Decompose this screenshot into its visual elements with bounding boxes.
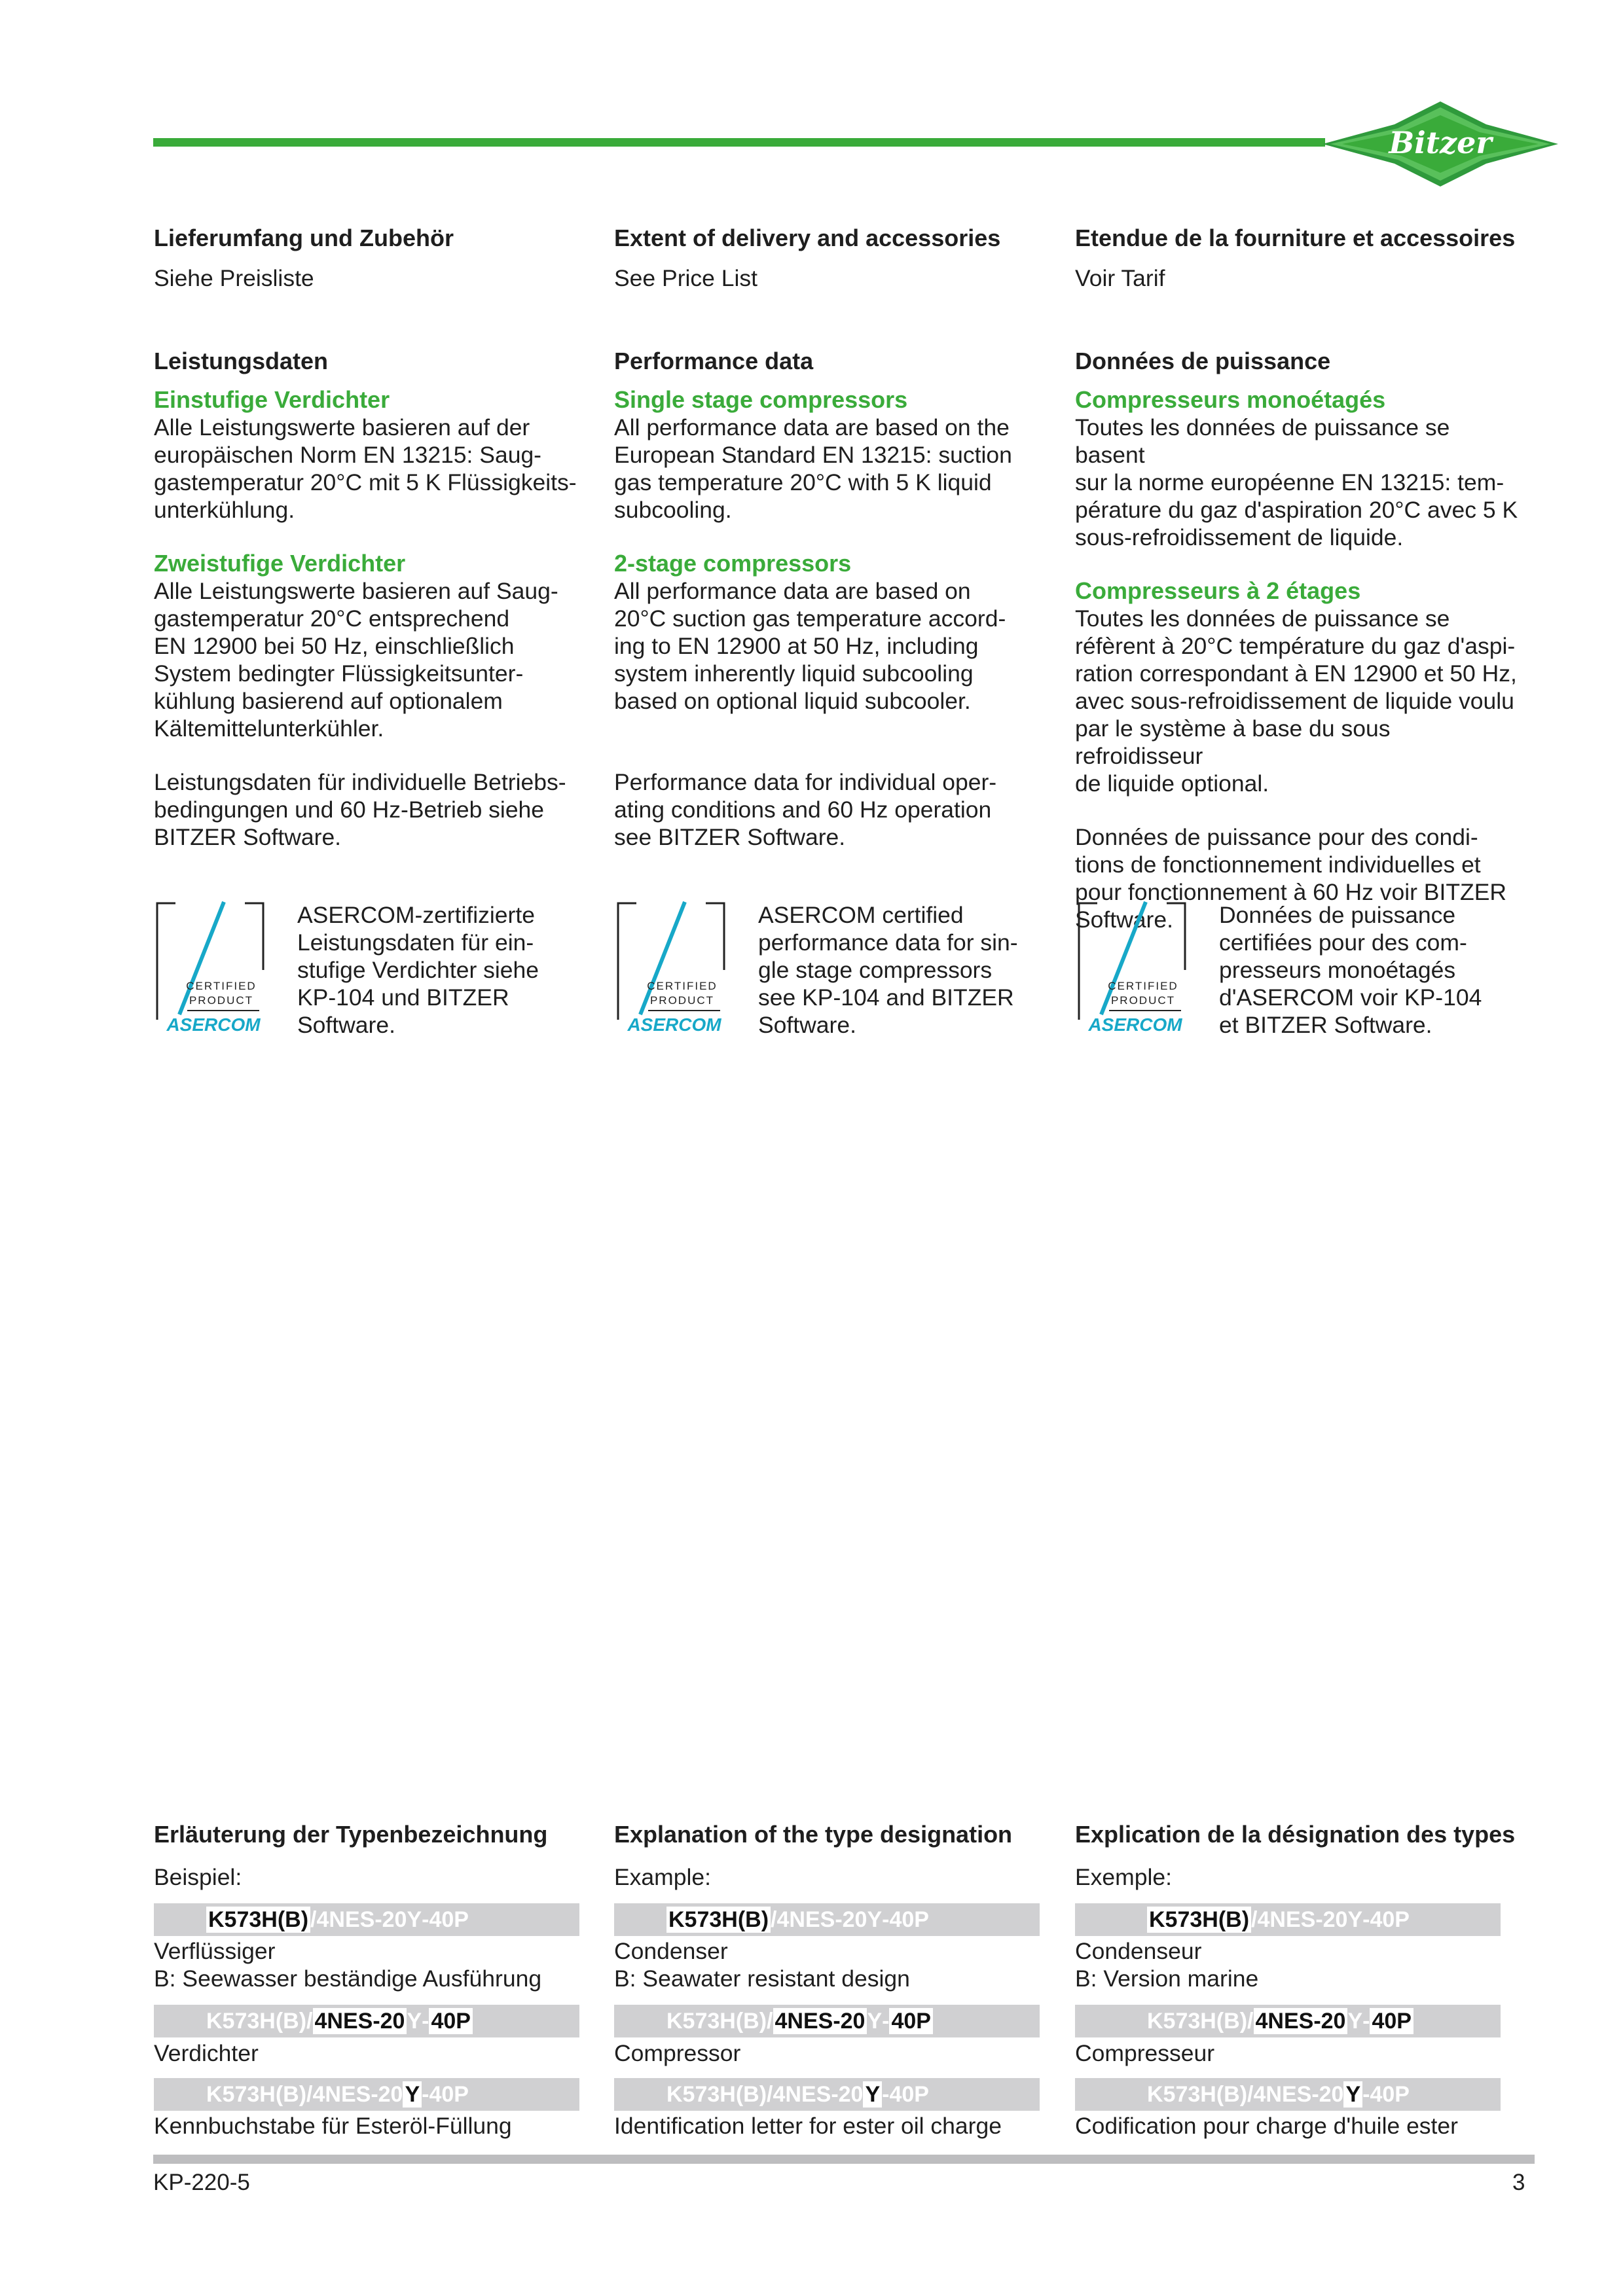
type-code-letter-de: K573H(B)/4NES-20Y-40P [154,2078,579,2111]
single-stage-title-de: Einstufige Verdichter [154,386,390,413]
document-id: KP-220-5 [153,2170,250,2195]
two-stage-text-de: Alle Leistungswerte basieren auf Saug- gastemperatur 20°C entsprechend EN 12900 bei 50 Hz, einschließlich System bedingter Flüssigkeitsunter- kühlung basierend auf optionalem Kältemittelunterkühler. [154,578,558,742]
two-stage-title-fr: Compresseurs à 2 étages [1075,577,1361,604]
badge-line2: PRODUCT [1110,994,1176,1007]
type-title-en: Explanation of the type designation [614,1821,1013,1848]
type-title-fr: Explication de la désignation des types [1075,1821,1516,1848]
code-letter: Y [863,2081,882,2108]
type-code-letter-fr: K573H(B)/4NES-20Y-40P [1075,2078,1501,2111]
delivery-de [154,224,599,292]
asercom-text-fr: Données de puissance certifiées pour des com- presseurs monoétagés d'ASERCOM voir KP-104 et BITZER Software. [1219,902,1482,1038]
single-stage-text-en: All performance data are based on the European Standard EN 13215: suction gas temperature 20°C with 5 K liquid subcooling. [614,414,1012,523]
compressor-desc-de: Verdichter [154,2040,259,2066]
individual-text-fr: Données de puissance pour des condi- tions de fonctionnement individuelles et pour fonctionnement à 60 Hz voir BITZER Software. [1075,824,1507,933]
compressor-desc-en: Compressor [614,2040,741,2066]
code-compressor: 4NES-20 [1254,2008,1348,2034]
single-stage-text-fr: Toutes les données de puissance se basent sur la norme européenne EN 13215: tem- pérature du gaz d'aspiration 20°C avec 5 K sous-refroidissement de liquide. [1075,414,1518,550]
delivery-text-de: Siehe Preisliste [154,265,314,291]
asercom-text-de: ASERCOM-zertifizierte Leistungsdaten für ein- stufige Verdichter siehe KP-104 und BITZER Software. [297,902,539,1038]
footer-rule [153,2155,1535,2164]
delivery-fr [1075,224,1520,292]
asercom-badge-fr [1076,898,1188,1039]
page-number: 3 [1512,2170,1525,2195]
single-stage-title-en: Single stage compressors [614,386,908,413]
letter-desc-fr: Codification pour charge d'huile ester [1075,2113,1458,2139]
header-rule [153,138,1325,147]
bitzer-logo [1316,98,1565,190]
type-designation-en [614,1820,1059,1891]
letter-desc-de: Kennbuchstabe für Esteröl-Füllung [154,2113,512,2139]
badge-line2: PRODUCT [189,994,254,1007]
delivery-text-en: See Price List [614,265,758,291]
asercom-badge-en [615,898,727,1039]
two-stage-title-de: Zweistufige Verdichter [154,550,406,577]
condenser-desc-fr: Condenseur B: Version marine [1075,1938,1259,1992]
type-code-compressor-fr: K573H(B)/4NES-20Y-40P [1075,2005,1501,2037]
badge-line2: PRODUCT [649,994,715,1007]
code-letter: Y [1343,2081,1362,2108]
type-code-compressor-de: K573H(B)/4NES-20Y-40P [154,2005,579,2037]
code-suffix: 40P [429,2008,473,2034]
condenser-desc-de: Verflüssiger B: Seewasser beständige Ausführung [154,1938,542,1992]
two-stage-text-fr: Toutes les données de puissance se réfèrent à 20°C température du gaz d'aspi- ration correspondant à EN 12900 et 50 Hz, avec sous-refroidissement de liquide voulu par le système à base du sous refroidisseur de liquide optional. [1075,605,1517,797]
performance-title-de: Leistungsdaten [154,348,329,374]
type-code-condenser-fr: K573H(B)/4NES-20Y-40P [1075,1903,1501,1936]
code-suffix: 40P [1370,2008,1413,2034]
single-stage-title-fr: Compresseurs monoétagés [1075,386,1386,413]
delivery-en [614,224,1059,292]
example-label-en: Example: [614,1864,711,1890]
individual-text-en: Performance data for individual oper- ating conditions and 60 Hz operation see BITZER Software. [614,769,997,850]
delivery-title-fr: Etendue de la fourniture et accessoires [1075,224,1516,251]
type-designation-fr [1075,1820,1520,1891]
example-label-de: Beispiel: [154,1864,242,1890]
badge-brand: ASERCOM [627,1014,721,1035]
performance-fr [1075,347,1520,933]
performance-de [154,347,599,851]
compressor-desc-fr: Compresseur [1075,2040,1215,2066]
individual-text-de: Leistungsdaten für individuelle Betriebs- bedingungen und 60 Hz-Betrieb siehe BITZER Software. [154,769,566,850]
type-designation-de [154,1820,599,1891]
code-compressor: 4NES-20 [773,2008,867,2034]
performance-title-en: Performance data [614,348,814,374]
badge-brand: ASERCOM [1088,1014,1182,1035]
logo-text: Bitzer [1389,125,1492,160]
performance-title-fr: Données de puissance [1075,348,1331,374]
single-stage-text-de: Alle Leistungswerte basieren auf der europäischen Norm EN 13215: Saug- gastemperatur 20°C mit 5 K Flüssigkeits- unterkühlung. [154,414,577,523]
badge-brand: ASERCOM [166,1014,261,1035]
type-code-letter-en: K573H(B)/4NES-20Y-40P [614,2078,1040,2111]
delivery-title-de: Lieferumfang und Zubehör [154,224,454,251]
example-label-fr: Exemple: [1075,1864,1172,1890]
badge-line1: CERTIFIED [186,980,257,992]
two-stage-text-en: All performance data are based on 20°C suction gas temperature accord- ing to EN 12900 at 50 Hz, including system inherently liquid subcooling based on optional liquid subcooler. [614,578,1006,714]
type-title-de: Erläuterung der Typenbezeichnung [154,1821,548,1848]
letter-desc-en: Identification letter for ester oil charge [614,2113,1002,2139]
two-stage-title-en: 2-stage compressors [614,550,852,577]
code-compressor: 4NES-20 [313,2008,407,2034]
performance-en [614,347,1059,851]
type-code-condenser-de: K573H(B)/4NES-20Y-40P [154,1903,579,1936]
code-condenser: K573H(B) [206,1907,310,1933]
delivery-text-fr: Voir Tarif [1075,265,1165,291]
type-code-compressor-en: K573H(B)/4NES-20Y-40P [614,2005,1040,2037]
type-code-condenser-en: K573H(B)/4NES-20Y-40P [614,1903,1040,1936]
badge-line1: CERTIFIED [647,980,718,992]
asercom-badge-de [155,898,266,1039]
code-condenser: K573H(B) [666,1907,771,1933]
code-suffix: 40P [889,2008,933,2034]
condenser-desc-en: Condenser B: Seawater resistant design [614,1938,910,1992]
badge-line1: CERTIFIED [1108,980,1178,992]
code-letter: Y [403,2081,422,2108]
delivery-title-en: Extent of delivery and accessories [614,224,1001,251]
asercom-text-en: ASERCOM certified performance data for sin- gle stage compressors see KP-104 and BITZER Software. [758,902,1018,1038]
code-condenser: K573H(B) [1147,1907,1251,1933]
